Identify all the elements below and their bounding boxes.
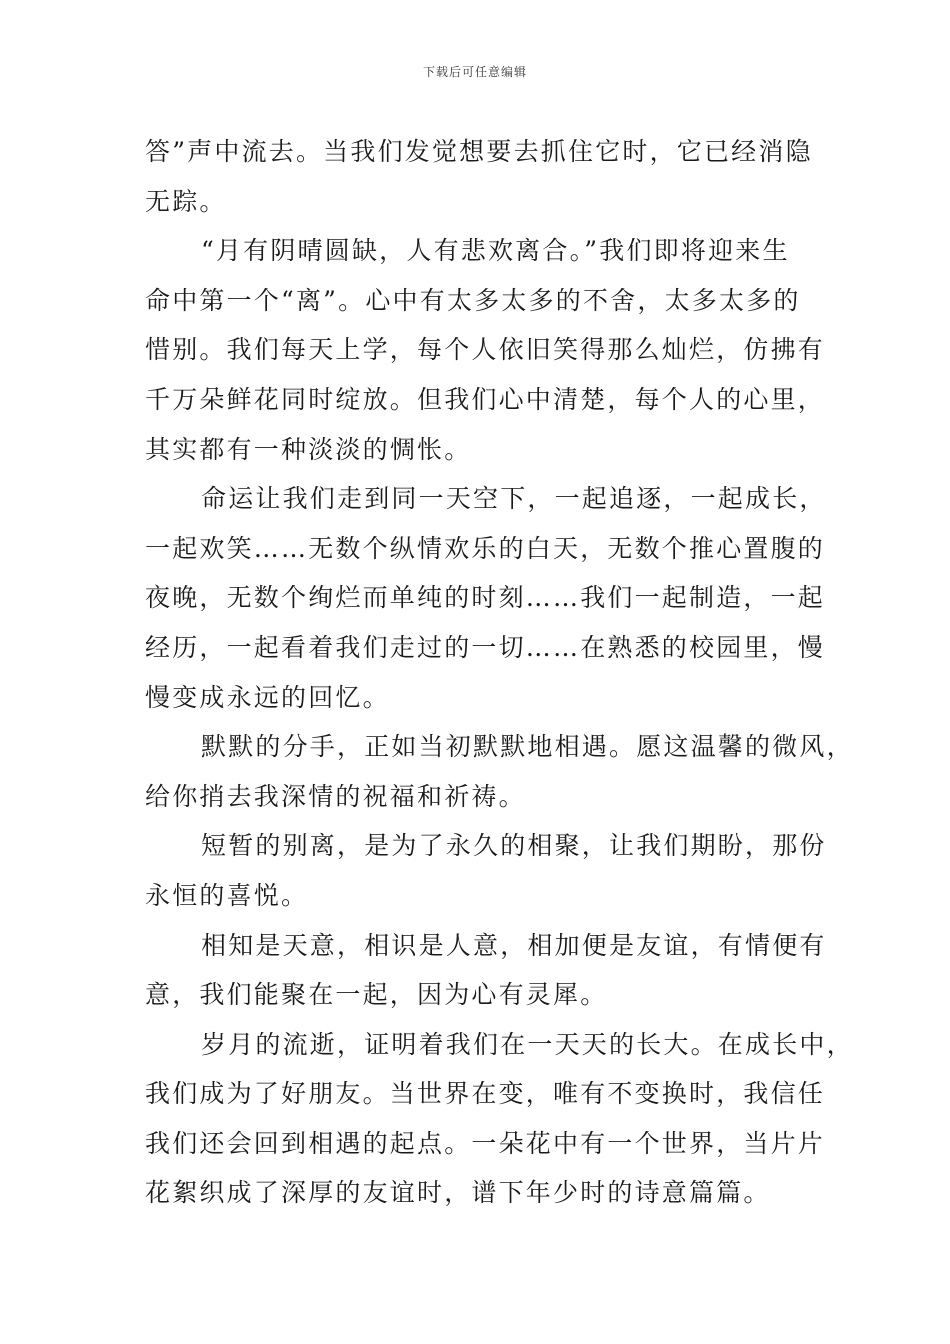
text-line: 一起欢笑……无数个纵情欢乐的白天，无数个推心置腹的 bbox=[145, 533, 826, 563]
text-line: 惜别。我们每天上学，每个人依旧笑得那么灿烂，仿拂有 bbox=[145, 335, 826, 365]
paragraph-1 bbox=[145, 127, 825, 226]
text-line: 我们成为了好朋友。当世界在变，唯有不变换时，我信任 bbox=[145, 1079, 826, 1109]
text-line: 命中第一个“离”。心中有太多太多的不舍，太多太多的 bbox=[145, 285, 801, 315]
text-line: 无踪。 bbox=[145, 186, 227, 216]
text-line: 经历，一起看着我们走过的一切……在熟悉的校园里，慢 bbox=[145, 632, 826, 662]
text-line: “月有阴晴圆缺，人有悲欢离合。”我们即将迎来生 bbox=[201, 236, 790, 266]
paragraph-7 bbox=[145, 1020, 854, 1218]
paragraph-6 bbox=[145, 921, 825, 1020]
paragraph-2 bbox=[145, 226, 825, 474]
paragraph-5 bbox=[145, 821, 825, 920]
text-line: 其实都有一种淡淡的惆怅。 bbox=[145, 434, 472, 464]
text-line: 命运让我们走到同一天空下，一起追逐，一起成长， bbox=[201, 484, 827, 514]
paragraph-4 bbox=[145, 722, 854, 821]
text-line: 默默的分手，正如当初默默地相遇。愿这温馨的微风， bbox=[201, 732, 854, 762]
text-line: 答”声中流去。当我们发觉想要去抓住它时，它已经消隐 bbox=[145, 137, 813, 166]
text-line: 短暂的别离，是为了永久的相聚，让我们期盼，那份 bbox=[201, 831, 827, 861]
text-line: 给你捎去我深情的祝福和祈祷。 bbox=[145, 781, 526, 811]
page-header-note: 下载后可任意编辑 bbox=[422, 65, 527, 79]
text-line: 永恒的喜悦。 bbox=[145, 880, 309, 910]
text-line: 慢变成永远的回忆。 bbox=[145, 682, 390, 712]
paragraph-3 bbox=[145, 474, 825, 722]
text-line: 我们还会回到相遇的起点。一朵花中有一个世界，当片片 bbox=[145, 1128, 826, 1158]
text-line: 夜晚，无数个绚烂而单纯的时刻……我们一起制造，一起 bbox=[145, 583, 826, 613]
text-line: 意，我们能聚在一起，因为心有灵犀。 bbox=[145, 980, 608, 1010]
text-line: 相知是天意，相识是人意，相加便是友谊，有情便有 bbox=[201, 930, 827, 960]
text-line: 岁月的流逝，证明着我们在一天天的长大。在成长中， bbox=[201, 1029, 854, 1059]
text-line: 花絮织成了深厚的友谊时，谱下年少时的诗意篇篇。 bbox=[145, 1178, 771, 1208]
document-body bbox=[145, 127, 854, 1218]
text-line: 千万朵鲜花同时绽放。但我们心中清楚，每个人的心里， bbox=[145, 384, 826, 414]
